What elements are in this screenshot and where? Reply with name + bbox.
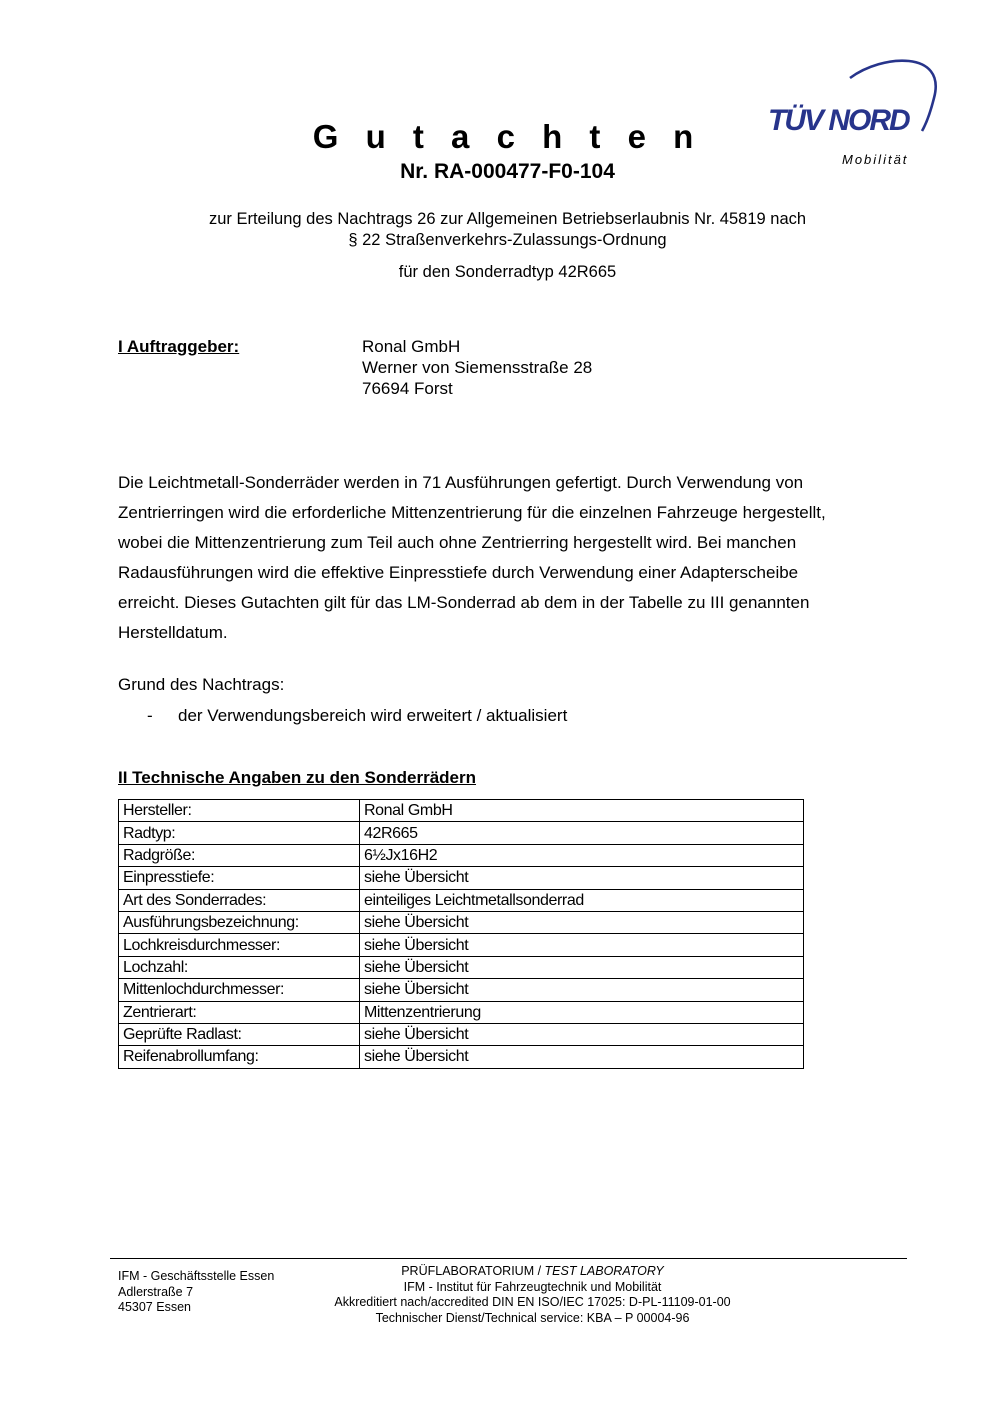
spec-key: Mittenlochdurchmesser: [119,979,360,1001]
intro-line-3: für den Sonderradtyp 42R665 [398,263,617,281]
logo-subtitle: Mobilität [842,152,909,167]
spec-value: siehe Übersicht [360,1046,804,1068]
footer-lab-line: Akkreditiert nach/accredited DIN EN ISO/IEC 17025: D-PL-11109-01-00 [334,1295,731,1309]
spec-key: Radgröße: [119,844,360,866]
spec-key: Art des Sonderrades: [119,889,360,911]
table-row [119,867,804,889]
reason-bullet: - [147,706,153,725]
table-row [119,1001,804,1023]
intro-line-2: § 22 Straßenverkehrs-Zulassungs-Ordnung [348,231,667,249]
spec-key: Zentrierart: [119,1001,360,1023]
logo-wordmark: TÜV NORD [768,104,909,137]
table-row [119,800,804,822]
table-row [119,911,804,933]
reason-label: Grund des Nachtrags: [118,675,285,694]
footer-lab-info [280,1264,785,1326]
table-row [119,979,804,1001]
client-street: Werner von Siemensstraße 28 [362,358,593,377]
table-row [119,844,804,866]
tuv-nord-logo [762,56,942,174]
footer-address-line: 45307 Essen [118,1300,191,1314]
tech-heading: II Technische Angaben zu den Sonderrädern [118,768,477,787]
paragraph-line: erreicht. Dieses Gutachten gilt für das LM-Sonderrad ab dem in der Tabelle zu III genannten [118,593,810,612]
spec-value: einteiliges Leichtmetallsonderrad [360,889,804,911]
table-row [119,956,804,978]
spec-key: Geprüfte Radlast: [119,1023,360,1045]
spec-key: Lochzahl: [119,956,360,978]
description-paragraph [118,468,908,648]
footer-lab-title [280,1264,785,1280]
spec-key: Reifenabrollumfang: [119,1046,360,1068]
client-name: Ronal GmbH [362,337,461,356]
spec-value: siehe Übersicht [360,911,804,933]
table-row [119,1023,804,1045]
spec-value: Mittenzentrierung [360,1001,804,1023]
client-city: 76694 Forst [362,379,453,398]
footer-address [118,1269,274,1316]
footer-address-line: Adlerstraße 7 [118,1284,194,1299]
spec-key: Radtyp: [119,822,360,844]
spec-value: 42R665 [360,822,804,844]
spec-value: siehe Übersicht [360,934,804,956]
intro-line-1: zur Erteilung des Nachtrags 26 zur Allgemeinen Betriebserlaubnis Nr. 45819 nach [208,210,807,228]
spec-value: siehe Übersicht [360,979,804,1001]
paragraph-line: Die Leichtmetall-Sonderräder werden in 71 Ausführungen gefertigt. Durch Verwendung von [118,473,804,492]
reason-item: der Verwendungsbereich wird erweitert / aktualisiert [178,706,568,725]
spec-key: Einpresstiefe: [119,867,360,889]
spec-key: Ausführungsbezeichnung: [119,911,360,933]
footer-lab-prefix: PRÜFLABORATORIUM / [401,1264,545,1278]
spec-key: Lochkreisdurchmesser: [119,934,360,956]
spec-value: 6½Jx16H2 [360,844,804,866]
paragraph-line: Zentrierringen wird die erforderliche Mittenzentrierung für die einzelnen Fahrzeuge hergestellt, [118,503,826,522]
footer-divider [110,1258,907,1259]
spec-value: siehe Übersicht [360,956,804,978]
footer-address-line: IFM - Geschäftsstelle Essen [118,1269,275,1283]
document-number: Nr. RA-000477-F0-104 [400,160,615,183]
tech-spec-table [118,799,804,1069]
paragraph-line: wobei die Mittenzentrierung zum Teil auch ohne Zentrierring hergestellt wird. Bei manchen [118,533,797,552]
table-row [119,822,804,844]
paragraph-line: Radausführungen wird die effektive Einpresstiefe durch Verwendung einer Adapterscheibe [118,563,799,582]
spec-value: siehe Übersicht [360,867,804,889]
footer-lab-line: Technischer Dienst/Technical service: KBA – P 00004-96 [375,1310,690,1325]
document-title: G u t a c h t e n [312,118,703,155]
table-row [119,889,804,911]
table-row [119,1046,804,1068]
table-row [119,934,804,956]
spec-key: Hersteller: [119,800,360,822]
client-label: I Auftraggeber: [118,337,240,356]
footer-lab-italic: TEST LABORATORY [544,1264,664,1278]
footer-lab-line: IFM - Institut für Fahrzeugtechnik und Mobilität [403,1279,662,1294]
spec-value: Ronal GmbH [360,800,804,822]
paragraph-line: Herstelldatum. [118,623,228,642]
spec-value: siehe Übersicht [360,1023,804,1045]
